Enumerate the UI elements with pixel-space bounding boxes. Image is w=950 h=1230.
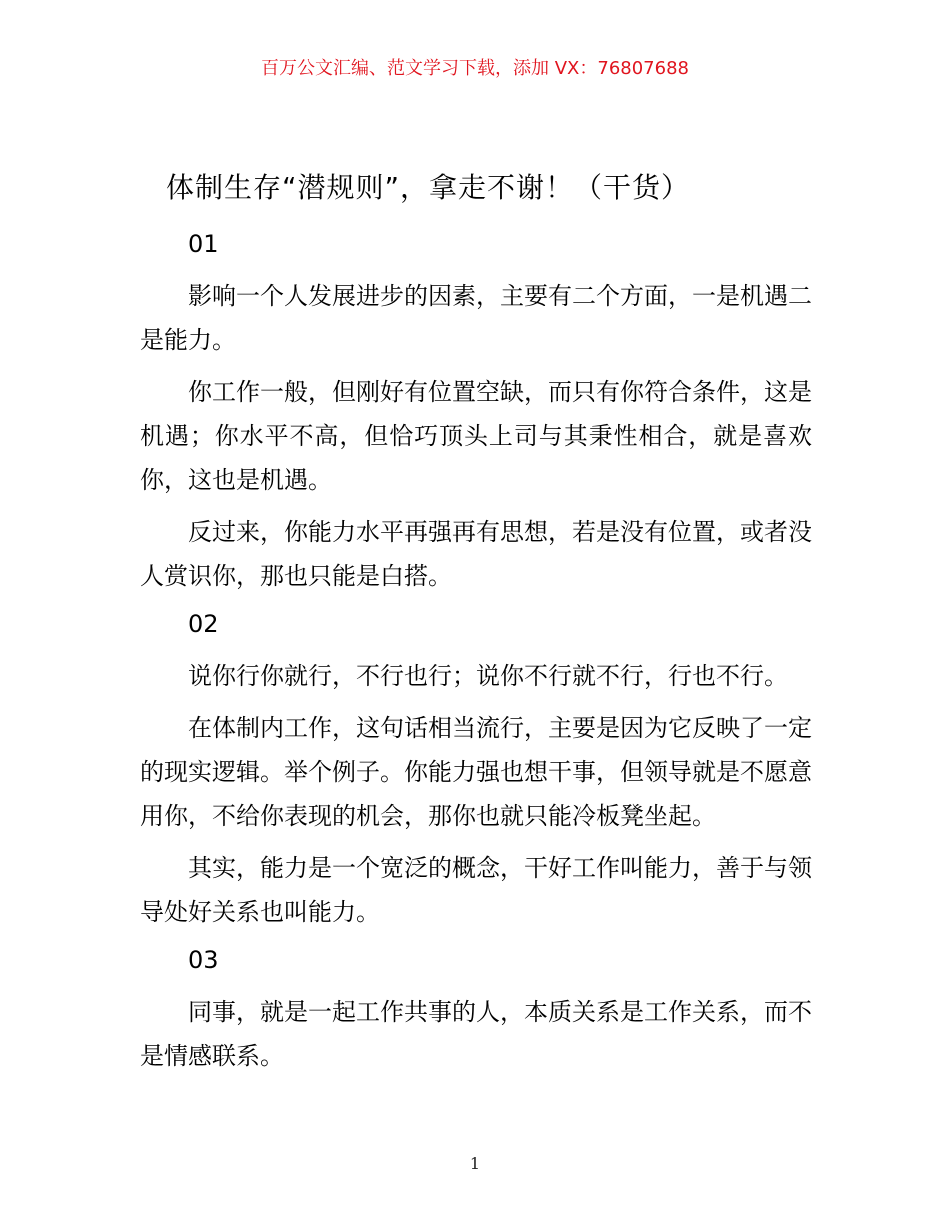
section-number: 01 [188, 230, 219, 258]
page-number: 1 [469, 1154, 481, 1173]
section-number: 02 [188, 610, 219, 638]
document-title: 体制生存“潜规则”，拿走不谢！（干货） [166, 171, 691, 204]
paragraph: 同事，就是一起工作共事的人，本质关系是工作关系，而不是情感联系。 [140, 998, 812, 1070]
paragraph: 在体制内工作，这句话相当流行，主要是因为它反映了一定的现实逻辑。举个例子。你能力强也想干事，但领导就是不愿意用你，不给你表现的机会，那你也就只能冷板凳坐起。 [140, 714, 812, 830]
paragraph: 其实，能力是一个宽泛的概念，干好工作叫能力，善于与领导处好关系也叫能力。 [140, 854, 812, 926]
paragraph: 影响一个人发展进步的因素，主要有二个方面，一是机遇二是能力。 [140, 282, 812, 354]
section-number: 03 [188, 946, 219, 974]
document-body [140, 226, 812, 1086]
paragraph: 你工作一般，但刚好有位置空缺，而只有你符合条件，这是机遇；你水平不高，但恰巧顶头上司与其秉性相合，就是喜欢你，这也是机遇。 [140, 378, 812, 494]
paragraph: 说你行你就行，不行也行；说你不行就不行，行也不行。 [188, 662, 788, 690]
paragraph: 反过来，你能力水平再强再有思想，若是没有位置，或者没人赏识你，那也只能是白搭。 [140, 518, 812, 590]
header-banner: 百万公文汇编、范文学习下载，添加 VX：76807688 [261, 58, 689, 79]
